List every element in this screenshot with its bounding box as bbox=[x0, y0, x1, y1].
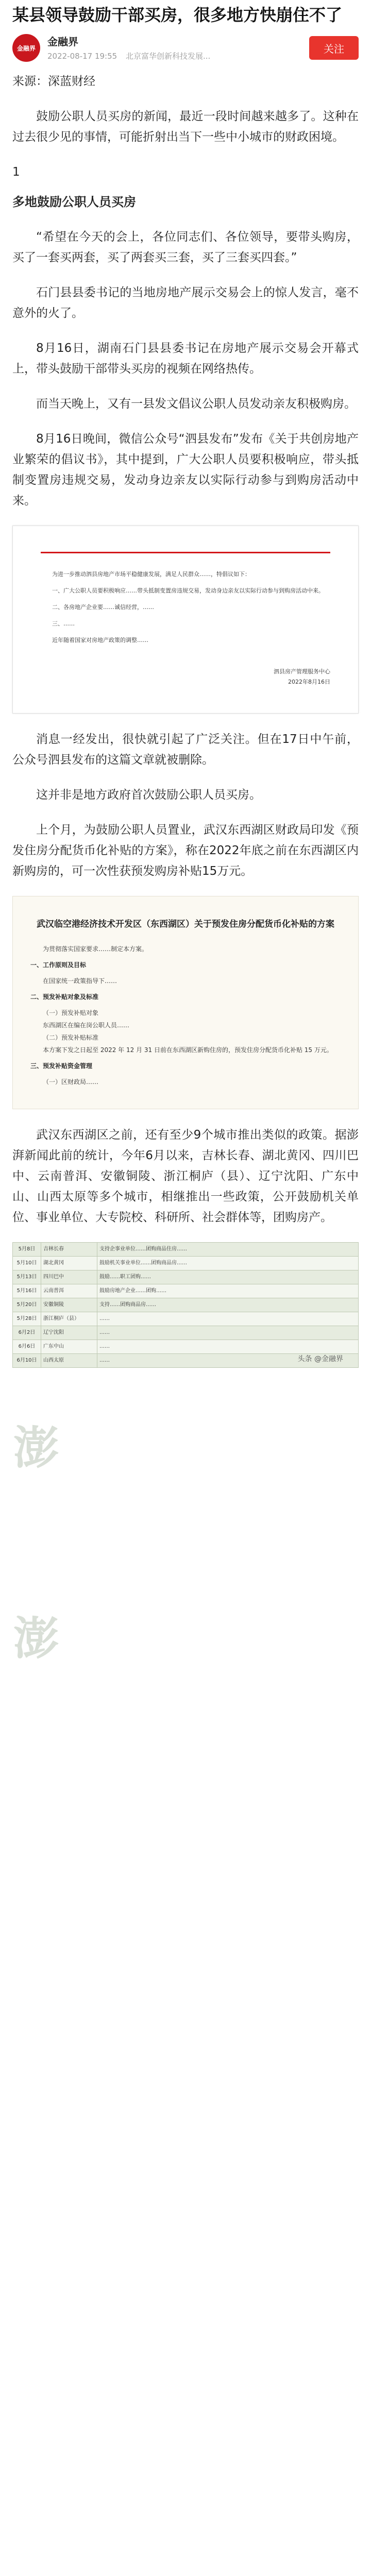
document-line: 三、…… bbox=[52, 620, 75, 627]
table-cell-city: 四川巴中 bbox=[41, 1270, 97, 1284]
table-cell-policy: 鼓励机关事业单位……团购商品房…… bbox=[97, 1257, 359, 1270]
table-cell-city: 云南普洱 bbox=[41, 1284, 97, 1298]
publish-time: 2022-08-17 19:55 bbox=[47, 51, 117, 61]
table-cell-city: 吉林长春 bbox=[41, 1243, 97, 1257]
signature-date: 2022年8月16日 bbox=[288, 679, 330, 685]
table-cell-city: 广东中山 bbox=[41, 1340, 97, 1354]
table-row bbox=[13, 1298, 359, 1312]
author-name[interactable]: 金融界 bbox=[47, 35, 78, 48]
policy-line: （一）区财政局…… bbox=[43, 1078, 99, 1086]
paragraph: 消息一经发出，很快就引起了广泛关注。但在17日中午前，公众号泗县发布的这篇文章就被删除。 bbox=[12, 733, 359, 767]
notice-document-image[interactable] bbox=[12, 526, 359, 714]
table-cell-city: 浙江桐庐（县） bbox=[41, 1312, 97, 1326]
source-line: 来源：深蓝财经 bbox=[12, 75, 95, 88]
table-row bbox=[13, 1326, 359, 1340]
policy-heading: 三、预发补贴资金管理 bbox=[30, 1062, 93, 1070]
document-signature bbox=[41, 667, 330, 687]
policy-document-title: 武汉临空港经济技术开发区（东西湖区）关于预发住房分配货币化补贴的方案 bbox=[37, 919, 334, 929]
table-cell-policy: …… bbox=[97, 1340, 359, 1354]
follow-button[interactable]: 关注 bbox=[309, 36, 359, 60]
table-cell-city: 辽宁沈阳 bbox=[41, 1326, 97, 1340]
table-cell-policy: 支持……团购商品房…… bbox=[97, 1298, 359, 1312]
document-line: 近年随着国家对房地产政策的调整…… bbox=[52, 637, 148, 643]
policy-line: 东西湖区在编在岗公职人员…… bbox=[43, 1022, 130, 1029]
table-cell-date: 6月10日 bbox=[13, 1354, 41, 1368]
table-row bbox=[13, 1243, 359, 1257]
table-cell-date: 6月2日 bbox=[13, 1326, 41, 1340]
image-credit: 头条 @金融界 bbox=[297, 1355, 343, 1363]
paragraph: 上个月，为鼓励公职人员置业，武汉东西湖区财政局印发《预发住房分配货币化补贴的方案》，称在2022年底之前在东西湖区内新购房的，可一次性获预发购房补贴15万元。 bbox=[12, 823, 359, 878]
table-cell-city: 安徽铜陵 bbox=[41, 1298, 97, 1312]
author-bar bbox=[0, 27, 371, 71]
publish-source: 北京富华创新科技发展... bbox=[125, 51, 211, 61]
policy-document-image[interactable] bbox=[12, 896, 359, 1109]
table-cell-date: 5月16日 bbox=[13, 1284, 41, 1298]
paragraph: 这并非是地方政府首次鼓励公职人员买房。 bbox=[36, 788, 261, 802]
paragraph: “希望在今天的会上，各位同志们、各位领导，要带头购房，买了一套买两套，买了两套买三套，买了三套买四套。” bbox=[12, 230, 359, 264]
section-number: 1 bbox=[12, 165, 20, 179]
table-cell-date: 6月6日 bbox=[13, 1340, 41, 1354]
signature-org: 泗县房产管理服务中心 bbox=[274, 668, 330, 675]
paragraph: 石门县县委书记的当地房地产展示交易会上的惊人发言，毫不意外的火了。 bbox=[12, 286, 359, 320]
article-title: 某县领导鼓励干部买房，很多地方快崩住不了 bbox=[12, 5, 343, 25]
table-cell-date: 5月13日 bbox=[13, 1270, 41, 1284]
table-row bbox=[13, 1284, 359, 1298]
policy-line: 为贯彻落实国家要求……制定本方案。 bbox=[43, 945, 148, 953]
author-info bbox=[47, 35, 309, 61]
policy-line: （一）预发补贴对象 bbox=[43, 1009, 99, 1016]
table-row bbox=[13, 1340, 359, 1354]
table-cell-city: 湖北黄冈 bbox=[41, 1257, 97, 1270]
table-cell-policy: …… bbox=[97, 1312, 359, 1326]
paragraph: 而当天晚上，又有一县发文倡议公职人员发动亲友积极购房。 bbox=[36, 397, 356, 411]
document-line: 一、广大公职人员要积极响应……带头抵制变置房违规交易，发动身边亲友以实际行动参与到购房活动中来。 bbox=[52, 587, 324, 594]
author-avatar[interactable]: 金融界 bbox=[12, 34, 40, 62]
document-line: 为进一步推动泗县房地产市场平稳健康发展，满足人民群众……，特倡议如下： bbox=[52, 571, 250, 578]
table-cell-city: 山西太原 bbox=[41, 1354, 97, 1368]
section-heading: 多地鼓励公职人员买房 bbox=[12, 195, 136, 209]
article-meta bbox=[47, 50, 309, 61]
paragraph: 8月16日，湖南石门县县委书记在房地产展示交易会开幕式上，带头鼓励干部带头买房的视频在网络热传。 bbox=[12, 342, 359, 376]
table-row bbox=[13, 1312, 359, 1326]
table-cell-policy: …… bbox=[97, 1354, 359, 1368]
table-row bbox=[13, 1270, 359, 1284]
policy-line: 在国家统一政策指导下…… bbox=[43, 977, 117, 985]
article-body bbox=[0, 71, 371, 1665]
policy-line: （二）预发补贴标准 bbox=[43, 1034, 99, 1041]
city-policy-table-image[interactable] bbox=[12, 1242, 359, 1665]
table-cell-date: 5月20日 bbox=[13, 1298, 41, 1312]
paragraph: 鼓励公职人员买房的新闻，最近一段时间越来越多了。这种在过去很少见的事情，可能折射出当下一些中小城市的财政困境。 bbox=[12, 110, 359, 144]
policy-heading: 一、工作原则及目标 bbox=[30, 961, 87, 969]
document-red-line bbox=[41, 552, 330, 553]
watermark: 澎 bbox=[13, 1421, 59, 1475]
paragraph: 8月16日晚间，微信公众号“泗县发布”发布《关于共创房地产业繁荣的倡议书》，其中提到，广大公职人员要积极响应，带头抵制变置房违规交易，发动身边亲友以实际行动参与到购房活动中来。 bbox=[12, 432, 359, 507]
table-cell-policy: 鼓励房地产企业……团购…… bbox=[97, 1284, 359, 1298]
table-cell-policy: …… bbox=[97, 1326, 359, 1340]
city-policy-table bbox=[12, 1242, 359, 1368]
document-line: 二、各房地产企业要……诚信经营，…… bbox=[52, 604, 154, 611]
paragraph: 武汉东西湖区之前，还有至少9个城市推出类似的政策。据澎湃新闻此前的统计，今年6月以来，吉林长春、湖北黄冈、四川巴中、云南普洱、安徽铜陵、浙江桐庐（县）、辽宁沈阳、广东中山、山西太原等多个城市，相继推出一些政策，公开鼓励机关单位、事业单位、大专院校、科研所、社会群体等，团购房产。 bbox=[12, 1128, 359, 1224]
table-row bbox=[13, 1257, 359, 1270]
policy-line: 本方案下发之日起至 2022 年 12 月 31 日前在东西湖区新购住房的，预发住房分配货币化补贴 15 万元。 bbox=[43, 1046, 333, 1054]
table-cell-policy: 鼓励……职工团购…… bbox=[97, 1270, 359, 1284]
table-cell-date: 5月28日 bbox=[13, 1312, 41, 1326]
policy-heading: 二、预发补贴对象及标准 bbox=[30, 993, 99, 1001]
table-cell-policy: 支持企事业单位……团购商品住房…… bbox=[97, 1243, 359, 1257]
table-cell-date: 5月8日 bbox=[13, 1243, 41, 1257]
watermark: 澎 bbox=[13, 1612, 59, 1665]
table-cell-date: 5月10日 bbox=[13, 1257, 41, 1270]
